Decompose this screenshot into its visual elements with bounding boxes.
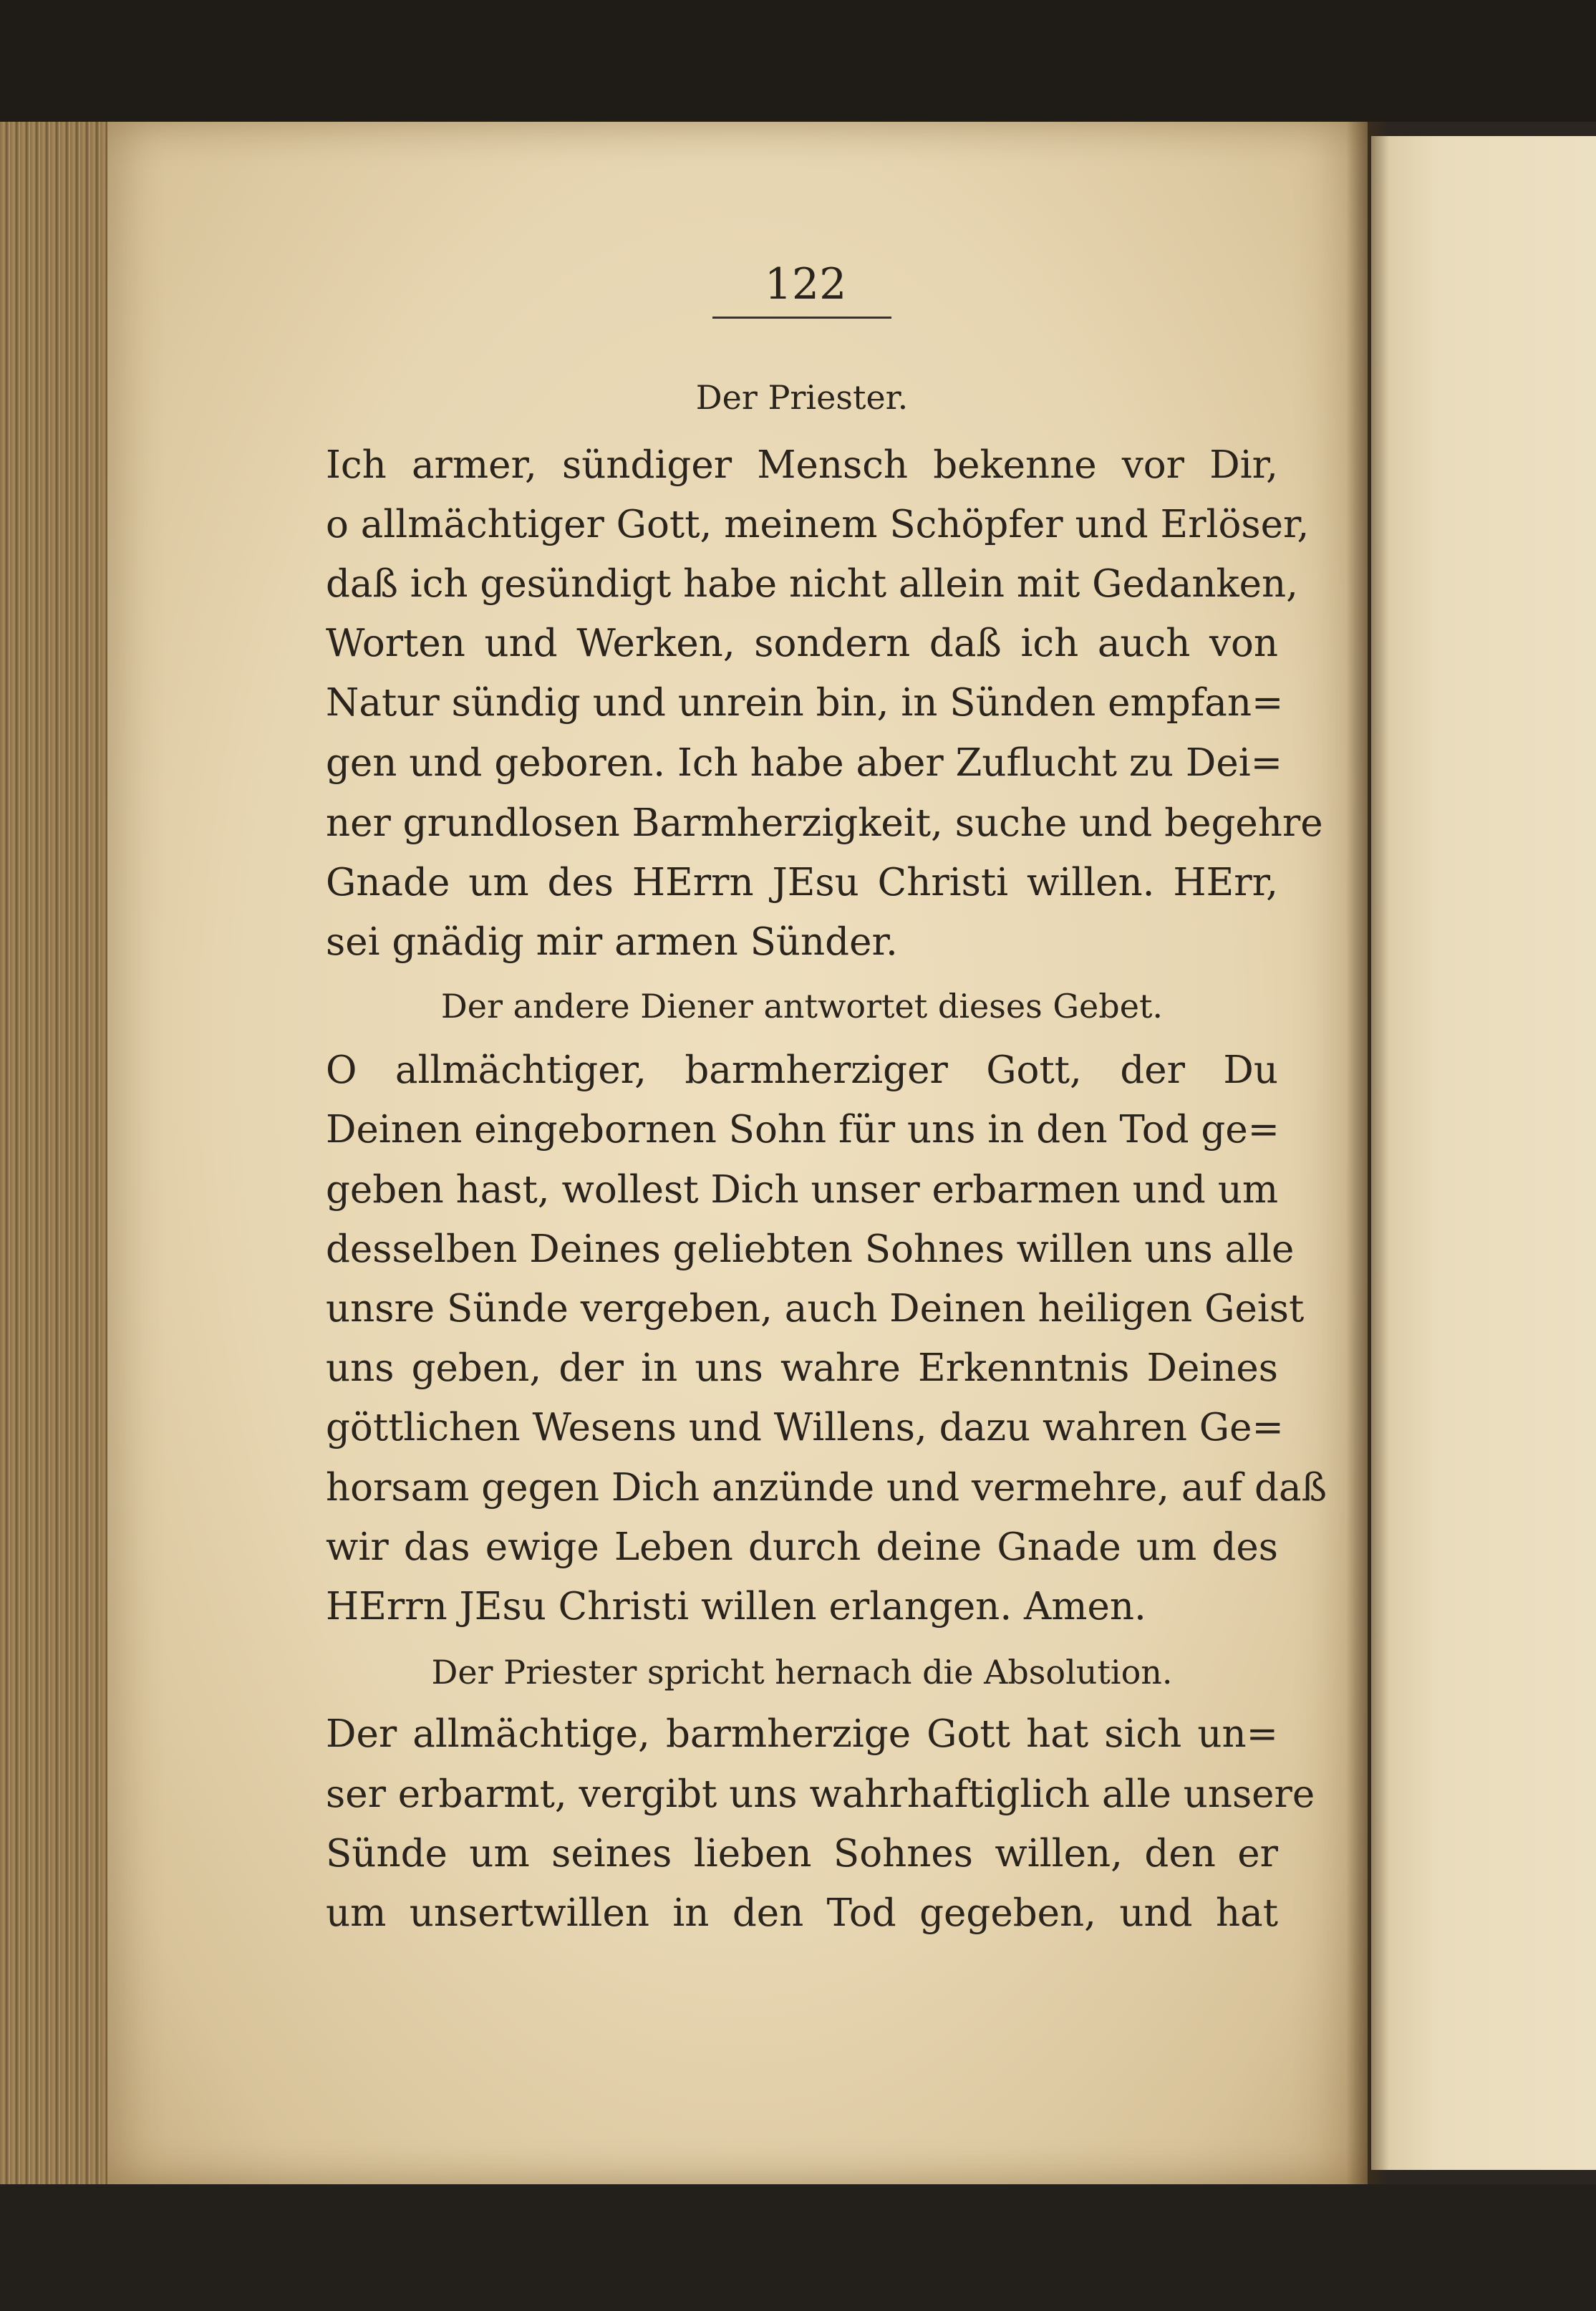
section-heading: Der andere Diener antwortet dieses Gebet. xyxy=(440,987,1164,1026)
text-line: ner grundlosen Barmherzigkeit, suche und begehre xyxy=(326,801,1323,845)
book-page-edges xyxy=(0,122,122,2199)
page-number-rule xyxy=(712,317,891,319)
scan-background-bottom xyxy=(0,2184,1596,2311)
text-line: Sünde um seines lieben Sohnes willen, den er xyxy=(326,1832,1278,1876)
page-number: 122 xyxy=(764,259,847,309)
text-line: Deinen eingebornen Sohn für uns in den Tod ge= xyxy=(326,1108,1280,1152)
text-line: um unsertwillen in den Tod gegeben, und hat xyxy=(326,1891,1278,1935)
text-line: Natur sündig und unrein bin, in Sünden empfan= xyxy=(326,681,1284,725)
text-line: uns geben, der in uns wahre Erkenntnis Deines xyxy=(326,1346,1278,1390)
text-line: daß ich gesündigt habe nicht allein mit Gedanken, xyxy=(326,562,1298,606)
text-line: Gnade um des HErrn JEsu Christi willen. HErr, xyxy=(326,861,1278,904)
text-line: horsam gegen Dich anzünde und vermehre, auf daß xyxy=(326,1466,1327,1510)
text-line: gen und geboren. Ich habe aber Zuflucht zu Dei= xyxy=(326,741,1283,785)
text-line: o allmächtiger Gott, meinem Schöpfer und Erlöser, xyxy=(326,503,1310,546)
book-gutter xyxy=(1346,122,1389,2184)
text-line: göttlichen Wesens und Willens, dazu wahren Ge= xyxy=(326,1406,1284,1449)
text-line: Der allmächtige, barmherzige Gott hat sich un= xyxy=(326,1712,1278,1756)
text-line: Ich armer, sündiger Mensch bekenne vor Dir, xyxy=(326,443,1278,487)
text-line: desselben Deines geliebten Sohnes willen uns alle xyxy=(326,1227,1295,1271)
text-line: wir das ewige Leben durch deine Gnade um des xyxy=(326,1525,1278,1569)
text-line: sei gnädig mir armen Sünder. xyxy=(326,920,898,964)
text-line: Worten und Werken, sondern daß ich auch von xyxy=(326,622,1278,665)
scan-background-top xyxy=(0,0,1596,122)
right-page xyxy=(1371,136,1596,2170)
text-line: O allmächtiger, barmherziger Gott, der Du xyxy=(326,1048,1278,1092)
section-heading: Der Priester. xyxy=(695,378,909,417)
text-line: geben hast, wollest Dich unser erbarmen und um xyxy=(326,1168,1279,1212)
text-line: unsre Sünde vergeben, auch Deinen heiligen Geist xyxy=(326,1287,1305,1331)
text-line: ser erbarmt, vergibt uns wahrhaftiglich alle unsere xyxy=(326,1772,1315,1816)
section-heading: Der Priester spricht hernach die Absolution. xyxy=(431,1653,1173,1692)
text-line: HErrn JEsu Christi willen erlangen. Amen. xyxy=(326,1585,1146,1629)
